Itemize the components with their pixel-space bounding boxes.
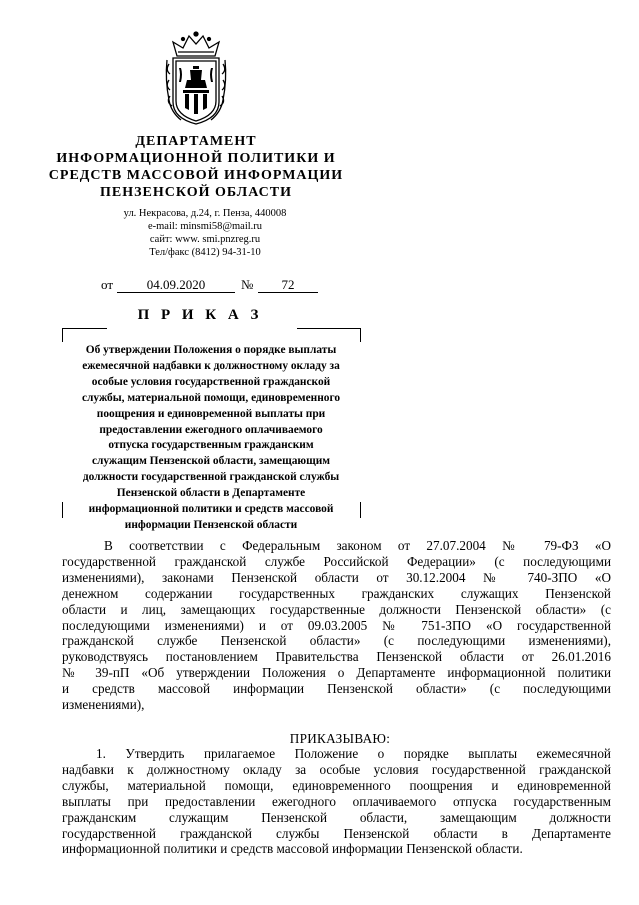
paragraph-line: государственной гражданской службы Пензенской области в Департаменте (62, 825, 611, 841)
preamble-paragraph (62, 538, 611, 713)
contact-website: сайт: www. smi.pnzreg.ru (149, 234, 261, 245)
subject-bracket (62, 328, 107, 329)
order-number: 72 (258, 277, 318, 293)
contact-email: e-mail: minsmi58@mail.ru (147, 221, 263, 232)
subject-bracket (297, 328, 361, 329)
paragraph-line: В соответствии с Федеральным законом от 27.07.2004 № 79-ФЗ «О (104, 538, 611, 553)
department-name-line: СРЕДСТВ МАССОВОЙ ИНФОРМАЦИИ (48, 168, 344, 183)
paragraph-line: последующими изменениями) и от 09.03.2005 № 751-ЗПО «О государственной (62, 617, 611, 633)
subject-line: службы, материальной помощи, единовременного (81, 391, 341, 404)
subject-bracket (360, 502, 361, 518)
subject-line: особые условия государственной гражданской (91, 375, 331, 388)
department-name-line: ДЕПАРТАМЕНТ (135, 134, 257, 149)
subject-line: должности государственной гражданской службы (82, 471, 340, 484)
paragraph-line: изменениями), законами Пензенской области от 30.12.2004 № 740-ЗПО «О (62, 569, 611, 585)
subject-line: Об утверждении Положения о порядке выплаты (85, 344, 337, 356)
subject-line: Пензенской области в Департаменте (116, 487, 306, 500)
number-label: № (241, 277, 254, 292)
subject-line: информационной политики и средств массовой (88, 503, 334, 516)
date-label: от (101, 277, 114, 292)
subject-bracket (360, 328, 361, 342)
subject-line: информации Пензенской области (124, 518, 298, 531)
order-date: 04.09.2020 (117, 277, 235, 293)
paragraph-line: гражданским служащим Пензенской области, замещающим должности (62, 809, 611, 825)
paragraph-line: выплаты при предоставлении ежегодного оплачиваемого отпуска государственным (62, 793, 611, 809)
paragraph-line: гражданской службе Пензенской области» (с последующими изменениями), (62, 633, 611, 649)
contact-phone-fax: Тел/факс (8412) 94-31-10 (149, 247, 261, 258)
subject-line: служащим Пензенской области, замещающим (91, 455, 331, 468)
order-subject (64, 343, 358, 534)
subject-bracket (62, 328, 63, 342)
penza-coat-of-arms-icon (163, 30, 229, 126)
paragraph-line: и средств массовой информации Пензенской области» (с последующими (62, 681, 611, 697)
department-name-line: ИНФОРМАЦИОННОЙ ПОЛИТИКИ И (56, 151, 336, 166)
order-item-1 (62, 746, 611, 857)
paragraph-line: 1. Утвердить прилагаемое Положение о порядке выплаты ежемесячной (96, 746, 611, 761)
paragraph-line: руководствуясь постановлением Правительства Пензенской области от 26.01.2016 (62, 649, 611, 665)
paragraph-line: области и лиц, замещающих государственные должности Пензенской области» (с (62, 601, 611, 617)
paragraph-line: государственной гражданской службе Российской Федерации» (с последующими (62, 553, 611, 569)
subject-line: поощрения и единовременной выплаты при (96, 407, 326, 420)
paragraph-line: службы, материальной помощи, единовременного поощрения и единовременной (62, 777, 611, 793)
paragraph-line: надбавки к должностному окладу за особые условия государственной гражданской (62, 761, 611, 777)
document-title: П Р И К А З (137, 307, 263, 323)
contact-address: ул. Некрасова, д.24, г. Пенза, 440008 (123, 208, 287, 219)
order-directive-heading: ПРИКАЗЫВАЮ: (289, 731, 391, 746)
subject-bracket (62, 502, 63, 518)
paragraph-line: № 39-пП «Об утверждении Положения о Департаменте информационной политики (62, 665, 611, 681)
paragraph-line: денежном содержании государственных гражданских служащих Пензенской (62, 585, 611, 601)
subject-line: предоставлении ежегодного оплачиваемого (99, 423, 323, 436)
subject-line: ежемесячной надбавки к должностному окладу за (82, 359, 340, 372)
department-name-line: ПЕНЗЕНСКОЙ ОБЛАСТИ (100, 185, 292, 200)
subject-line: отпуска государственным гражданским (108, 439, 314, 452)
paragraph-line: информационной политики и средств массовой информации Пензенской области. (62, 841, 523, 857)
paragraph-line: изменениями), (62, 697, 145, 713)
